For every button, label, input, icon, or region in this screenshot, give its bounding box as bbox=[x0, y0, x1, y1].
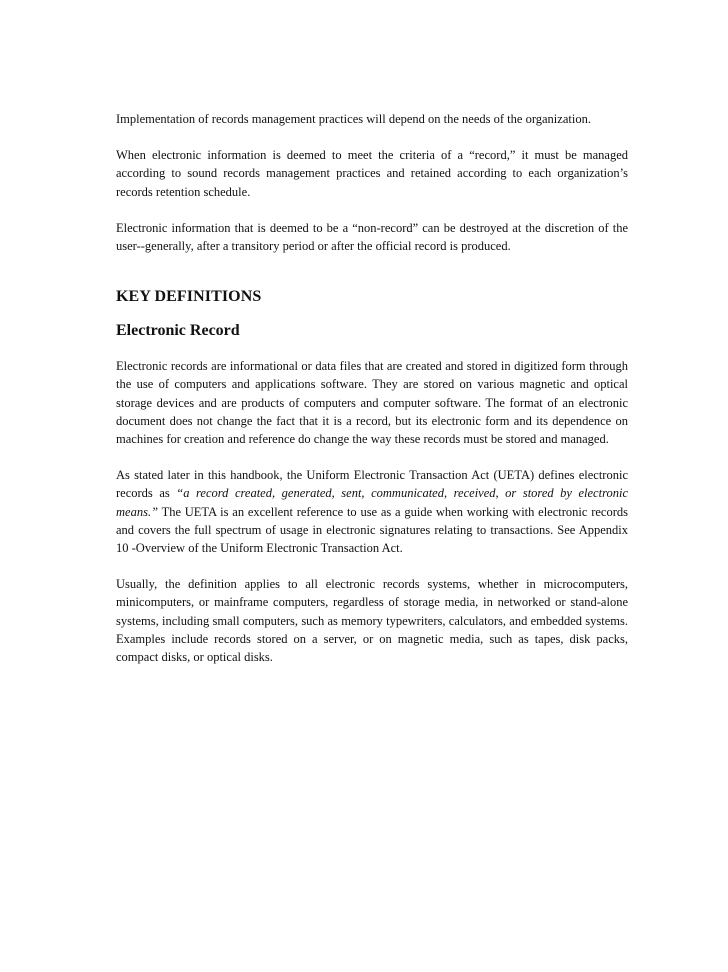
subsection-heading-electronic-record: Electronic Record bbox=[116, 322, 240, 340]
section-heading-key-definitions: KEY DEFINITIONS bbox=[116, 288, 262, 306]
paragraph-electronic-records-definition: Electronic records are informational or data files that are created and stored in digitized form through the use of computers and applications software. They are stored on various magnetic and optical storage devices and are products of computers and computer software. The format of an electronic document does not change the fact that it is a record, but its electronic form and its dependence on machines for creation and reference do change the way these records must be stored and managed. bbox=[116, 359, 628, 447]
page-content bbox=[116, 110, 628, 666]
ueta-text-before: As stated later in this handbook, the Uniform Electronic Transaction Act (UETA) defines electronic records as bbox=[116, 468, 628, 501]
paragraph-ueta bbox=[116, 466, 628, 557]
paragraph-definition-scope: Usually, the definition applies to all electronic records systems, whether in microcomputers, minicomputers, or mainframe computers, regardless of storage media, in networked or stand-alone systems, including small computers, such as memory typewriters, calculators, and embedded systems. Examples include records stored on a server, or on magnetic media, such as tapes, disk packs, compact disks, or optical disks. bbox=[116, 577, 628, 665]
ueta-text-after: The UETA is an excellent reference to use as a guide when working with electronic records and covers the full spectrum of usage in electronic signatures relating to transactions. See Appendix 10 -Overview of the Uniform Electronic Transaction Act. bbox=[116, 504, 628, 556]
ueta-quote: “a record created, generated, sent, communicated, received, or stored by electronic means.” bbox=[116, 486, 628, 519]
paragraph-record-criteria: When electronic information is deemed to meet the criteria of a “record,” it must be managed according to sound records management practices and retained according to each organization’s records retention schedule. bbox=[116, 148, 628, 199]
paragraph-implementation: Implementation of records management practices will depend on the needs of the organization. bbox=[116, 112, 591, 126]
paragraph-non-record: Electronic information that is deemed to be a “non-record” can be destroyed at the discretion of the user--generally, after a transitory period or after the official record is produced. bbox=[116, 220, 628, 254]
